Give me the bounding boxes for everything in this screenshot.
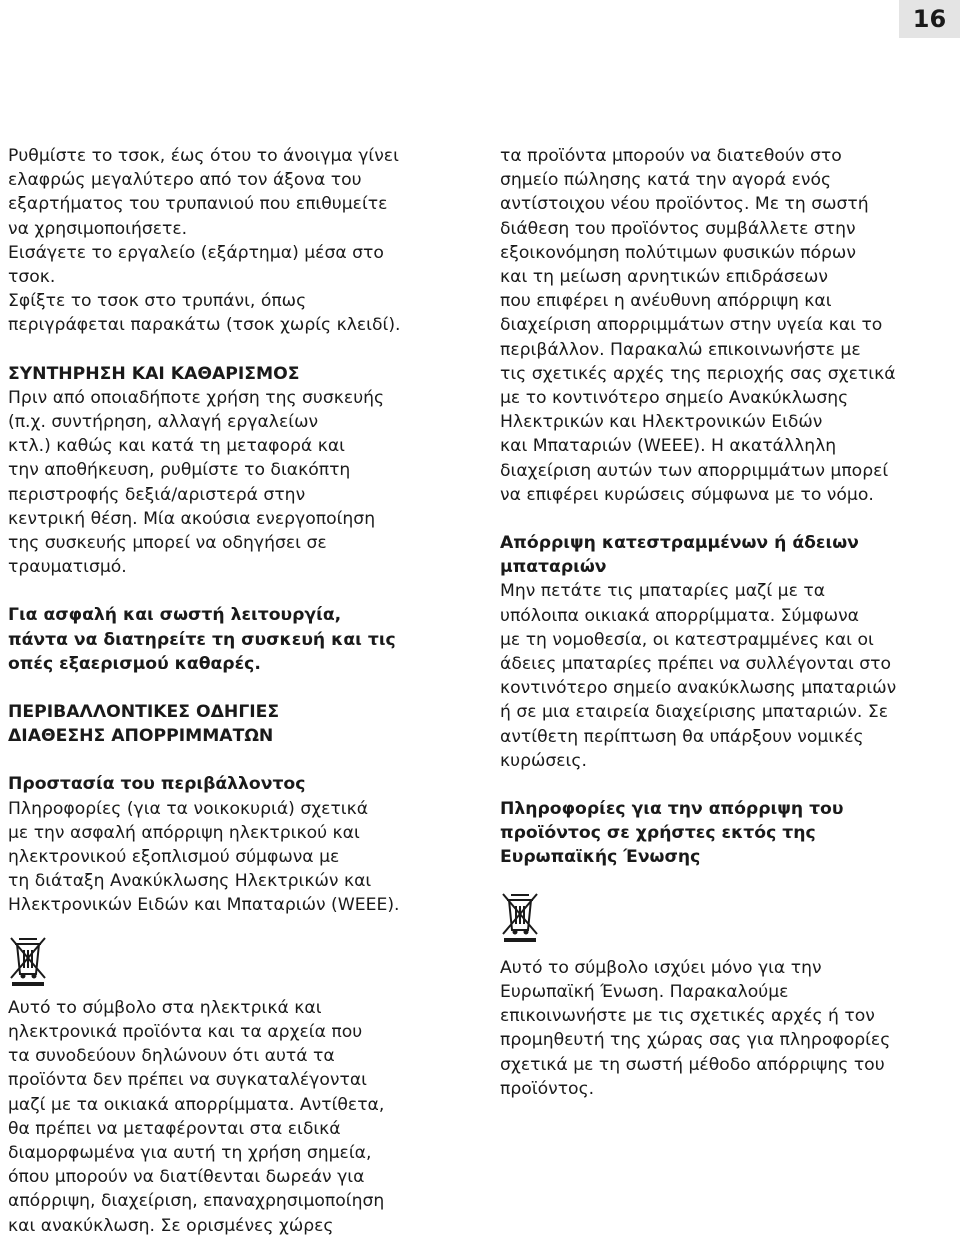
maintenance-text: Πριν από οποιαδήποτε χρήση της συσκευής (π.χ. συντήρηση, αλλαγή εργαλείων κτλ.) καθώς και κατά τη μεταφορά και την αποθήκευση, ρυθμίστε το διακόπτη περιστροφής δεξιά/αριστερά στην κεντρική θέση. Μία ακούσια ενεργοποίηση της συσκευής μπορεί να οδηγήσει σε τραυματισμό.	[8, 387, 385, 578]
non-eu-disposal-text: Αυτό το σύμβολο ισχύει μόνο για την Ευρωπαϊκή Ένωση. Παρακαλούμε επικοινωνήστε με τις σχετικές αρχές ή τον προμηθευτή της χώρας σας για πληροφορίες σχετικά με τη σωστή μέθοδο απόρριψης του προϊόντος.	[500, 957, 891, 1099]
crossed-out-wheelie-bin-icon	[500, 890, 540, 942]
battery-disposal-heading: Απόρριψη κατεστραμμένων ή άδειων μπαταριών	[500, 533, 859, 578]
maintenance-heading: ΣΥΝΤΗΡΗΣΗ ΚΑΙ ΚΑΘΑΡΙΣΜΟΣ	[8, 363, 300, 384]
page-number: 16	[912, 5, 947, 33]
safety-note: Για ασφαλή και σωστή λειτουργία, πάντα να διατηρείτε τη συσκευή και τις οπές εξαερισμού καθαρές.	[8, 605, 396, 674]
right-column	[500, 144, 952, 1101]
non-eu-disposal-heading: Πληροφορίες για την απόρριψη του προϊόντος σε χρήστες εκτός της Ευρωπαϊκής Ένωσης	[500, 799, 844, 868]
weee-symbol-text: Αυτό το σύμβολο στα ηλεκτρικά και ηλεκτρονικά προϊόντα και τα αρχεία που τα συνοδεύουν δηλώνουν ότι αυτά τα προϊόντα δεν πρέπει να συγκαταλέγονται μαζί με τα οικιακά απορρίμματα. Αντίθετα, θα πρέπει να μεταφέρονται στα ειδικά διαμορφωμένα για αυτή τη χρήση σημεία, όπου μπορούν να διατίθενται δωρεάν για απόρριψη, διαχείριση, επαναχρησιμοποίηση και ανακύκλωση. Σε ορισμένες χώρες	[8, 997, 385, 1236]
left-column	[8, 144, 470, 1238]
page-number-tab	[899, 0, 960, 38]
battery-disposal-text: Μην πετάτε τις μπαταρίες μαζί με τα υπόλοιπα οικιακά απορρίμματα. Σύμφωνα με τη νομοθεσία, οι κατεστραμμένες και οι άδειες μπαταρίες πρέπει να συλλέγονται στο κοντινότερο σημείο ανακύκλωσης μπαταριών ή σε μια εταιρεία διαχείρισης μπαταριών. Σε αντίθετη περίπτωση θα υπάρξουν νομικές κυρώσεις.	[500, 581, 897, 771]
chuck-instructions: Ρυθμίστε το τσοκ, έως ότου το άνοιγμα γίνει ελαφρώς μεγαλύτερο από τον άξονα του εξαρτήματος του τρυπανιού που επιθυμείτε να χρησιμοποιήσετε. Εισάγετε το εργαλείο (εξάρτημα) μέσα στο τσοκ. Σφίξτε το τσοκ στο τρυπάνι, όπως περιγράφεται παρακάτω (τσοκ χωρίς κλειδί).	[8, 146, 401, 336]
environment-heading: ΠΕΡΙΒΑΛΛΟΝΤΙΚΕΣ ΟΔΗΓΙΕΣ ΔΙΑΘΕΣΗΣ ΑΠΟΡΡΙΜΜΑΤΩΝ	[8, 702, 280, 747]
disposal-continuation-text: τα προϊόντα μπορούν να διατεθούν στο σημείο πώλησης κατά την αγορά ενός αντίστοιχου νέου προϊόντος. Με τη σωστή διάθεση του προϊόντος συμβάλλετε στην εξοικονόμηση πολύτιμων φυσικών πόρων και τη μείωση αρνητικών επιδράσεων που επιφέρει η ανέυθυνη απόρριψη και διαχείριση απορριμμάτων στην υγεία και το περιβάλλον. Παρακαλώ επικοινωνήστε με τις σχετικές αρχές της περιοχής σας σχετικά με το κοντινότερο σημείο Ανακύκλωσης Ηλεκτρικών και Ηλεκτρονικών Ειδών και Μπαταριών (WEEE). Η ακατάλληλη διαχείριση αυτών των απορριμμάτων μπορεί να επιφέρει κυρώσεις σύμφωνα με το νόμο.	[500, 146, 896, 505]
environment-protection-text: Πληροφορίες (για τα νοικοκυριά) σχετικά με την ασφαλή απόρριψη ηλεκτρικού και ηλεκτρονικού εξοπλισμού σύμφωνα με τη διάταξη Ανακύκλωσης Ηλεκτρικών και Ηλεκτρονικών Ειδών και Μπαταριών (WEEE).	[8, 798, 400, 916]
environment-protection-heading: Προστασία του περιβάλλοντος	[8, 774, 306, 795]
crossed-out-wheelie-bin-icon	[8, 934, 48, 986]
